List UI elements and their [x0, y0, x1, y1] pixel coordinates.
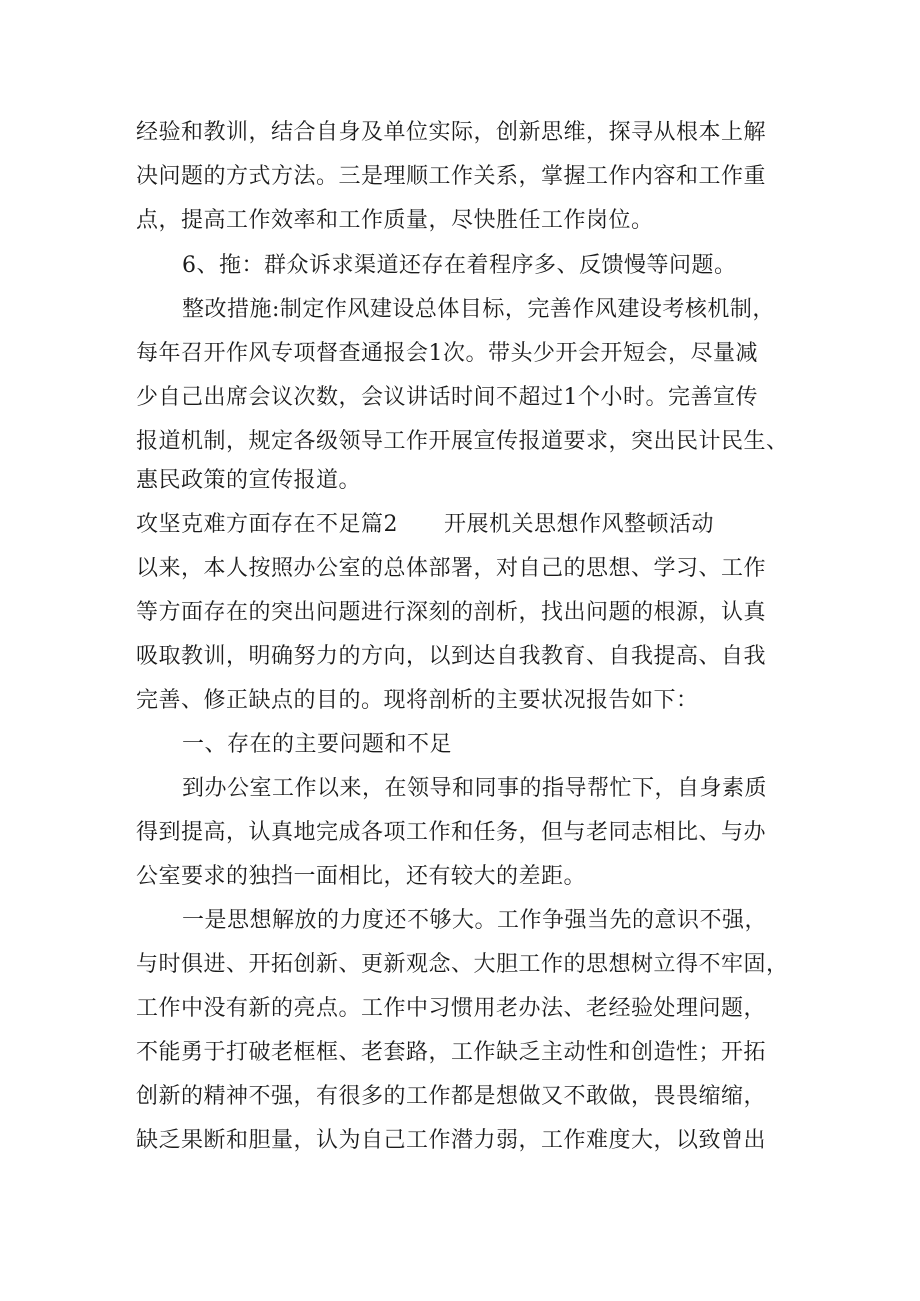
- paragraph-line: 缺乏果断和胆量，认为自己工作潜力弱，工作难度大，以致曾出: [136, 1128, 767, 1153]
- paragraph-line: 到办公室工作以来，在领导和同事的指导帮忙下，自身素质: [182, 776, 768, 801]
- paragraph-line: 惠民政策的宣传报道。: [136, 468, 362, 493]
- paragraph-line: 与时俱进、开拓创新、更新观念、大胆工作的思想树立得不牢固，: [136, 952, 789, 977]
- paragraph-line: 得到提高，认真地完成各项工作和任务，但与老同志相比、与办: [136, 820, 767, 845]
- paragraph-line: 整改措施:制定作风建设总体目标，完善作风建设考核机制，: [182, 297, 775, 322]
- paragraph-line: 点，提高工作效率和工作质量，尽快胜任工作岗位。: [136, 208, 654, 233]
- paragraph-line: 创新的精神不强，有很多的工作都是想做又不敢做，畏畏缩缩，: [136, 1084, 767, 1109]
- paragraph-line: 不能勇于打破老框框、老套路，工作缺乏主动性和创造性；开拓: [136, 1040, 767, 1065]
- subheading: 一、存在的主要问题和不足: [182, 732, 453, 757]
- paragraph-line: 完善、修正缺点的目的。现将剖析的主要状况报告如下：: [136, 688, 699, 713]
- paragraph-line: 每年召开作风专项督查通报会1次。带头少开会开短会，尽量减: [136, 341, 758, 366]
- paragraph-line: 一是思想解放的力度还不够大。工作争强当先的意识不强，: [182, 908, 768, 933]
- paragraph-line: 等方面存在的突出问题进行深刻的剖析，找出问题的根源，认真: [136, 600, 767, 625]
- paragraph-line: 以来，本人按照办公室的总体部署，对自己的思想、学习、工作: [136, 556, 767, 581]
- paragraph-line: 工作中没有新的亮点。工作中习惯用老办法、老经验处理问题，: [136, 996, 767, 1021]
- section-heading: 攻坚克难方面存在不足篇2: [136, 512, 398, 537]
- paragraph-line: 经验和教训，结合自身及单位实际，创新思维，探寻从根本上解: [136, 120, 767, 145]
- paragraph-line: 6、拖：群众诉求渠道还存在着程序多、反馈慢等问题。: [182, 253, 737, 278]
- paragraph-line: 决问题的方式方法。三是理顺工作关系，掌握工作内容和工作重: [136, 164, 767, 189]
- paragraph-line: 公室要求的独挡一面相比，还有较大的差距。: [136, 864, 587, 889]
- paragraph-line: 少自己出席会议次数，会议讲话时间不超过1个小时。完善宣传: [136, 385, 758, 410]
- paragraph-line: 吸取教训，明确努力的方向，以到达自我教育、自我提高、自我: [136, 644, 767, 669]
- section-heading-continuation: 开展机关思想作风整顿活动: [444, 512, 715, 537]
- paragraph-line: 报道机制，规定各级领导工作开展宣传报道要求，突出民计民生、: [136, 429, 789, 454]
